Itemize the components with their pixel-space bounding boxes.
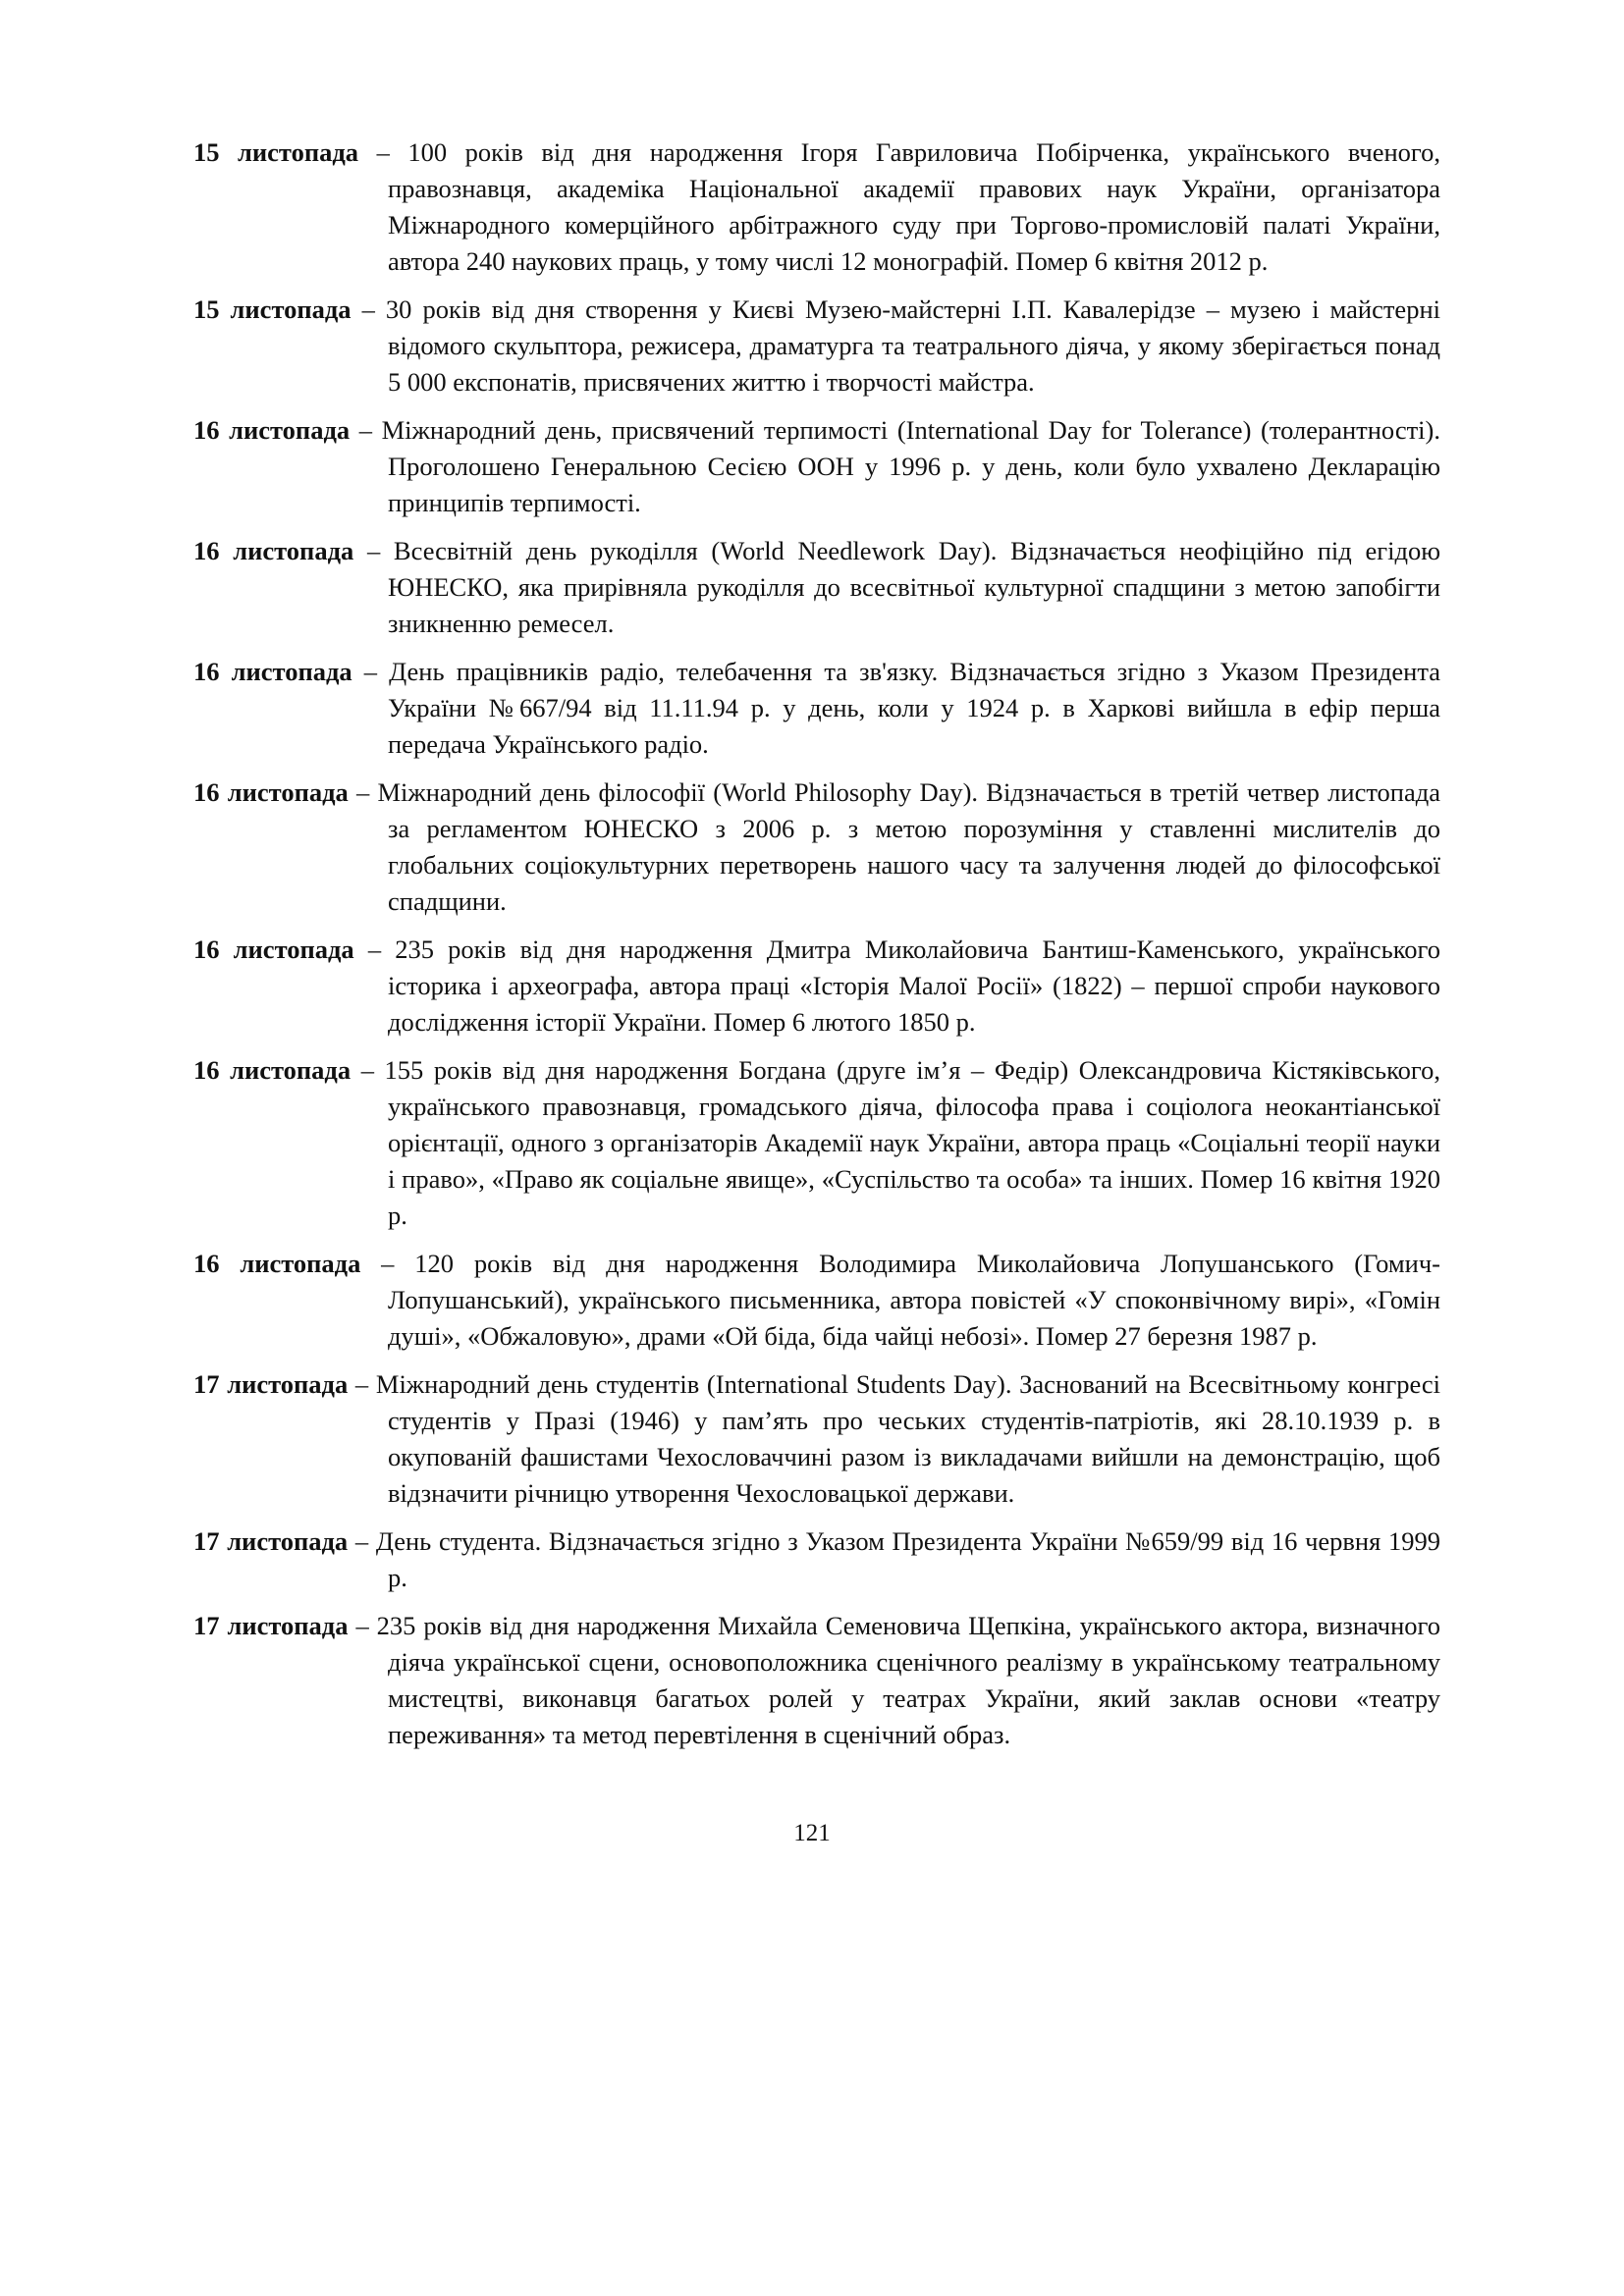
calendar-entry (193, 412, 1440, 521)
entry-date: 15 листопада (193, 137, 359, 167)
entry-date: 16 листопада (193, 777, 349, 807)
entry-text: – День студента. Відзначається згідно з Указом Президента України №659/99 від 16 червня 1999 р. (348, 1526, 1440, 1592)
entry-text: – 120 років від дня народження Володимира Миколайовича Лопушанського (Гомич-Лопушанський), українського письменника, автора повістей «У споконвічному вирі», «Гомін душі», «Обжаловую», драми «Ой біда, біда чайці небозі». Помер 27 березня 1987 р. (360, 1249, 1440, 1351)
entry-text: – Всесвітній день рукоділля (World Needlework Day). Відзначається неофіційно під егідою ЮНЕСКО, яка прирівняла рукоділля до всесвітньої культурної спадщини з метою запобігти зникненню ремесел. (353, 536, 1440, 638)
calendar-entry (193, 774, 1440, 920)
calendar-entry (193, 1366, 1440, 1512)
calendar-entry (193, 1052, 1440, 1234)
entry-text: – Міжнародний день філософії (World Philosophy Day). Відзначається в третій четвер листопада за регламентом ЮНЕСКО з 2006 р. з метою порозуміння у ставленні мислителів до глобальних соціокультурних перетворень нашого часу та залучення людей до філософської спадщини. (348, 777, 1440, 916)
calendar-entry (193, 1246, 1440, 1355)
calendar-entry (193, 932, 1440, 1041)
entry-date: 16 листопада (193, 415, 351, 445)
entry-text: – 30 років від дня створення у Києві Музею-майстерні І.П. Кавалерідзе – музею і майстерні відомого скульптора, режисера, драматурга та театрального діяча, у якому зберігається понад 5 000 експонатів, присвячених життю і творчості майстра. (351, 294, 1440, 397)
entry-date: 16 листопада (193, 1249, 361, 1278)
entry-date: 17 листопада (193, 1369, 349, 1399)
entry-date: 16 листопада (193, 1055, 352, 1085)
calendar-entry (193, 654, 1440, 763)
entry-text: – 235 років від дня народження Дмитра Миколайовича Бантиш-Каменського, українського історика і археографа, автора праці «Історія Малої Росії» (1822) – першої спроби наукового дослідження історії України. Помер 6 лютого 1850 р. (353, 934, 1440, 1037)
entry-text: – Міжнародний день, присвячений терпимості (International Day for Tolerance) (толерантності). Проголошено Генеральною Сесією ООН у 1996 р. у день, коли було ухвалено Декларацію принципів терпимості. (350, 415, 1440, 517)
calendar-entry (193, 292, 1440, 400)
page-number: 121 (793, 1820, 831, 1846)
entry-date: 16 листопада (193, 657, 352, 686)
entry-date: 17 листопада (193, 1526, 349, 1556)
calendar-entries (193, 134, 1440, 1765)
calendar-entry (193, 1523, 1440, 1596)
entry-date: 16 листопада (193, 934, 354, 964)
entry-text: – 155 років від дня народження Богдана (друге ім’я – Федір) Олександровича Кістяківського, українського правознавця, громадського діяча, філософа права і соціолога неокантіанської орієнтації, одного з організаторів Академії наук України, автора праць «Соціальні теорії науки і право», «Право як соціальне явище», «Суспільство та особа» та інших. Помер 16 квітня 1920 р. (351, 1055, 1440, 1230)
entry-date: 17 листопада (193, 1611, 349, 1640)
entry-text: – День працівників радіо, телебачення та зв'язку. Відзначається згідно з Указом Президента України №667/94 від 11.11.94 р. у день, коли у 1924 р. в Харкові вийшла в ефір перша передача Українського радіо. (352, 657, 1440, 759)
calendar-entry (193, 134, 1440, 280)
calendar-entry (193, 1608, 1440, 1753)
entry-date: 16 листопада (193, 536, 354, 565)
entry-text: – 235 років від дня народження Михайла Семеновича Щепкіна, українського актора, визначного діяча української сцени, основоположника сценічного реалізму в українському театральному мистецтві, виконавця багатьох ролей у театрах України, який заклав основи «театру переживання» та метод перевтілення в сценічний образ. (348, 1611, 1440, 1749)
entry-date: 15 листопада (193, 294, 352, 324)
calendar-entry (193, 533, 1440, 642)
entry-text: – 100 років від дня народження Ігоря Гавриловича Побірченка, українського вченого, правознавця, академіка Національної академії правових наук України, організатора Міжнародного комерційного арбітражного суду при Торгово-промисловій палаті України, автора 240 наукових праць, у тому числі 12 монографій. Помер 6 квітня 2012 р. (358, 137, 1440, 276)
entry-text: – Міжнародний день студентів (International Students Day). Заснований на Всесвітньому конгресі студентів у Празі (1946) у пам’ять про чеських студентів-патріотів, які 28.10.1939 р. в окупованій фашистами Чехословаччині разом із викладачами вийшли на демонстрацію, щоб відзначити річницю утворення Чехословацької держави. (348, 1369, 1440, 1508)
